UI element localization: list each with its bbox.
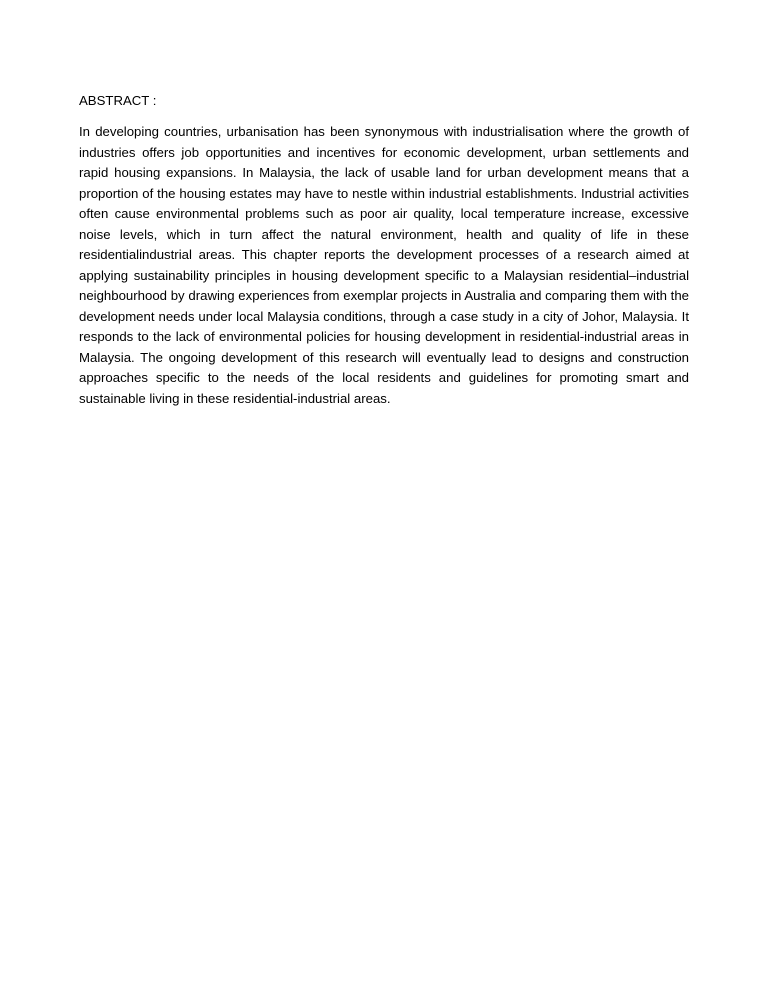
abstract-paragraph: In developing countries, urbanisation has been synonymous with industrialisation where the growth of industries offers job opportunities and incentives for economic development, urban settlements and rapid housing expansions. In Malaysia, the lack of usable land for urban development means that a proportion of the housing estates may have to nestle within industrial establishments. Industrial activities often cause environmental problems such as poor air quality, local temperature increase, excessive noise levels, which in turn affect the natural environment, health and quality of life in these residentialindustrial areas. This chapter reports the development processes of a research aimed at applying sustainability principles in housing development specific to a Malaysian residential–industrial neighbourhood by drawing experiences from exemplar projects in Australia and comparing them with the development needs under local Malaysia conditions, through a case study in a city of Johor, Malaysia. It responds to the lack of environmental policies for housing development in residential-industrial areas in Malaysia. The ongoing development of this research will eventually lead to designs and construction approaches specific to the needs of the local residents and guidelines for promoting smart and sustainable living in these residential-industrial areas. [79,124,689,406]
abstract-heading: ABSTRACT : [79,93,157,108]
document-body [79,91,689,409]
